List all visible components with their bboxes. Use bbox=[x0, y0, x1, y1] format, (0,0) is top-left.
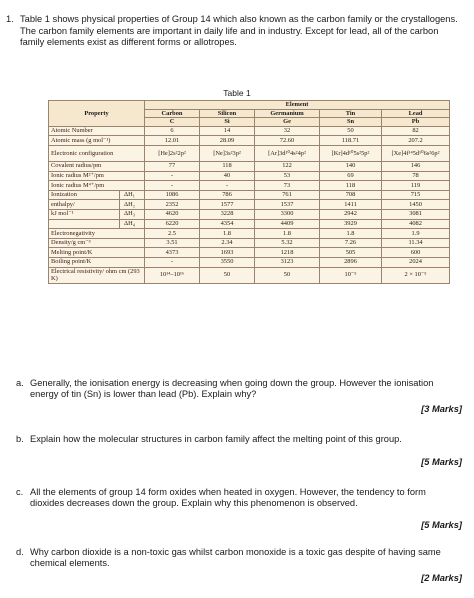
table-cell: 40 bbox=[200, 171, 255, 181]
table-row bbox=[49, 181, 450, 191]
table-cell: - bbox=[145, 257, 200, 267]
element-symbol: C bbox=[145, 118, 200, 127]
table-cell: 50 bbox=[200, 267, 255, 283]
table-cell: 2942 bbox=[320, 209, 382, 219]
table-cell: 28.09 bbox=[200, 136, 255, 146]
question-1 bbox=[6, 14, 464, 49]
table-cell: 1411 bbox=[320, 200, 382, 210]
table-cell: 122 bbox=[255, 161, 320, 171]
table-cell: 207.2 bbox=[382, 136, 450, 146]
table-cell: 11.34 bbox=[382, 238, 450, 248]
element-name: Tin bbox=[320, 109, 382, 118]
table-cell: 32 bbox=[255, 126, 320, 136]
table-row bbox=[49, 126, 450, 136]
table-cell: 10⁻⁵ bbox=[320, 267, 382, 283]
table-cell: 3081 bbox=[382, 209, 450, 219]
ionization-sub: ΔH₄ bbox=[120, 219, 145, 229]
question-b bbox=[16, 434, 462, 445]
table-cell: 10¹⁴–10¹⁶ bbox=[145, 267, 200, 283]
table-cell: 50 bbox=[320, 126, 382, 136]
question-text: Why carbon dioxide is a non-toxic gas whilst carbon monoxide is a toxic gas despite of having same chemical elements. bbox=[30, 547, 441, 569]
question-letter: c. bbox=[16, 487, 24, 497]
ionization-label: enthalpy/ bbox=[49, 200, 120, 210]
table-cell: 4373 bbox=[145, 248, 200, 258]
table-cell: [Ne]3s²3p² bbox=[200, 145, 255, 161]
table-cell: 4354 bbox=[200, 219, 255, 229]
row-label: Melting point/K bbox=[49, 248, 145, 258]
table-cell: 118 bbox=[200, 161, 255, 171]
table-cell: 2024 bbox=[382, 257, 450, 267]
ionization-label: Ionization bbox=[49, 190, 120, 200]
table-cell: 119 bbox=[382, 181, 450, 191]
table-cell: 1.8 bbox=[200, 229, 255, 239]
ionization-label-blank bbox=[49, 219, 120, 229]
row-label: Electronic configuration bbox=[49, 145, 145, 161]
table-row bbox=[49, 209, 450, 219]
row-label: Density/g cm⁻³ bbox=[49, 238, 145, 248]
table-cell: [Ar]3d¹⁰4s²4p² bbox=[255, 145, 320, 161]
table-cell: 50 bbox=[255, 267, 320, 283]
table-cell: 3228 bbox=[200, 209, 255, 219]
table-cell: 2 × 10⁻⁵ bbox=[382, 267, 450, 283]
table-cell: 3300 bbox=[255, 209, 320, 219]
table-cell: 72.60 bbox=[255, 136, 320, 146]
table-cell: 715 bbox=[382, 190, 450, 200]
question-1-number: 1. bbox=[6, 14, 14, 24]
table-row bbox=[49, 200, 450, 210]
marks-c: [5 Marks] bbox=[421, 520, 462, 530]
table-cell: 505 bbox=[320, 248, 382, 258]
table-cell: 6220 bbox=[145, 219, 200, 229]
table-row bbox=[49, 171, 450, 181]
question-d bbox=[16, 547, 462, 570]
element-symbol: Si bbox=[200, 118, 255, 127]
table-cell: 1577 bbox=[200, 200, 255, 210]
row-label: Electrical resistivity/ ohm cm (293 K) bbox=[49, 267, 145, 283]
table-cell: - bbox=[145, 181, 200, 191]
table-cell: 4620 bbox=[145, 209, 200, 219]
table-cell: 73 bbox=[255, 181, 320, 191]
table-cell: 118 bbox=[320, 181, 382, 191]
table-cell: 6 bbox=[145, 126, 200, 136]
row-label: Boiling point/K bbox=[49, 257, 145, 267]
question-1-text: Table 1 shows physical properties of Group 14 which also known as the carbon family or the crystallogens. The carbon family elements are important in daily life and in industry. Except for lead, all of the carbon family elements exist as different forms or allotropes. bbox=[20, 14, 458, 47]
table-cell: 1.8 bbox=[255, 229, 320, 239]
table-cell: 4082 bbox=[382, 219, 450, 229]
table-cell: 1.8 bbox=[320, 229, 382, 239]
table-cell: 2.5 bbox=[145, 229, 200, 239]
table-row bbox=[49, 257, 450, 267]
table-cell: 140 bbox=[320, 161, 382, 171]
ionization-label: kJ mol⁻¹ bbox=[49, 209, 120, 219]
table-row bbox=[49, 190, 450, 200]
element-symbol: Sn bbox=[320, 118, 382, 127]
table-cell: 1693 bbox=[200, 248, 255, 258]
question-a bbox=[16, 378, 462, 401]
table-cell: 14 bbox=[200, 126, 255, 136]
table-cell: 2896 bbox=[320, 257, 382, 267]
element-header: Element bbox=[145, 101, 450, 110]
marks-d: [2 Marks] bbox=[421, 573, 462, 583]
element-symbol: Pb bbox=[382, 118, 450, 127]
table-cell: 3123 bbox=[255, 257, 320, 267]
table-cell: 12.01 bbox=[145, 136, 200, 146]
table-row bbox=[49, 145, 450, 161]
properties-table bbox=[48, 100, 450, 284]
table-cell: 77 bbox=[145, 161, 200, 171]
row-label: Atomic mass (g mol⁻¹) bbox=[49, 136, 145, 146]
ionization-sub: ΔH₂ bbox=[120, 200, 145, 210]
table-cell: - bbox=[145, 171, 200, 181]
table-caption: Table 1 bbox=[223, 88, 251, 98]
ionization-sub: ΔH₃ bbox=[120, 209, 145, 219]
property-header: Property bbox=[49, 101, 145, 127]
table-cell: 1450 bbox=[382, 200, 450, 210]
table-cell: 1537 bbox=[255, 200, 320, 210]
row-label: Ionic radius M⁴⁺/pm bbox=[49, 181, 145, 191]
element-symbol: Ge bbox=[255, 118, 320, 127]
table-row bbox=[49, 238, 450, 248]
table-row bbox=[49, 161, 450, 171]
question-c bbox=[16, 487, 462, 510]
table-cell: 118.71 bbox=[320, 136, 382, 146]
table-cell: - bbox=[200, 181, 255, 191]
table-cell: 82 bbox=[382, 126, 450, 136]
table-cell: 69 bbox=[320, 171, 382, 181]
table-cell: 5.32 bbox=[255, 238, 320, 248]
question-text: Generally, the ionisation energy is decreasing when going down the group. However the ionisation energy of tin (Sn) is lower than lead (Pb). Explain why? bbox=[30, 378, 434, 400]
table-cell: 708 bbox=[320, 190, 382, 200]
question-letter: b. bbox=[16, 434, 24, 444]
table-row bbox=[49, 219, 450, 229]
question-text: All the elements of group 14 form oxides when heated in oxygen. However, the tendency to form dioxides decreases down the group. Explain why this phenomenon is observed. bbox=[30, 487, 426, 509]
marks-b: [5 Marks] bbox=[421, 457, 462, 467]
table-row bbox=[49, 136, 450, 146]
table-cell: 600 bbox=[382, 248, 450, 258]
element-name: Germanium bbox=[255, 109, 320, 118]
question-letter: a. bbox=[16, 378, 24, 388]
element-name: Silicon bbox=[200, 109, 255, 118]
table-cell: 1086 bbox=[145, 190, 200, 200]
ionization-sub: ΔH₁ bbox=[120, 190, 145, 200]
element-name: Lead bbox=[382, 109, 450, 118]
table-row bbox=[49, 267, 450, 283]
table-cell: 3929 bbox=[320, 219, 382, 229]
table-cell: 4409 bbox=[255, 219, 320, 229]
table-cell: 786 bbox=[200, 190, 255, 200]
question-text: Explain how the molecular structures in carbon family affect the melting point of this group. bbox=[30, 434, 402, 444]
table-cell: 1.9 bbox=[382, 229, 450, 239]
marks-a: [3 Marks] bbox=[421, 404, 462, 414]
table-cell: 2352 bbox=[145, 200, 200, 210]
row-label: Atomic Number bbox=[49, 126, 145, 136]
table-cell: 3.51 bbox=[145, 238, 200, 248]
table-cell: 761 bbox=[255, 190, 320, 200]
table-cell: 53 bbox=[255, 171, 320, 181]
element-name: Carbon bbox=[145, 109, 200, 118]
table-row bbox=[49, 229, 450, 239]
table-cell: 2.34 bbox=[200, 238, 255, 248]
row-label: Electronegativity bbox=[49, 229, 145, 239]
table-cell: [He]2s²2p² bbox=[145, 145, 200, 161]
question-letter: d. bbox=[16, 547, 24, 557]
table-cell: 3550 bbox=[200, 257, 255, 267]
table-row bbox=[49, 248, 450, 258]
row-label: Covalent radius/pm bbox=[49, 161, 145, 171]
table-cell: 146 bbox=[382, 161, 450, 171]
table-cell: 7.26 bbox=[320, 238, 382, 248]
table-cell: 1218 bbox=[255, 248, 320, 258]
table-cell: [Xe]4f¹⁴5d¹⁰6s²6p² bbox=[382, 145, 450, 161]
table-cell: [Kr]4d¹⁰5s²5p² bbox=[320, 145, 382, 161]
row-label: Ionic radius M²⁺/pm bbox=[49, 171, 145, 181]
table-cell: 78 bbox=[382, 171, 450, 181]
